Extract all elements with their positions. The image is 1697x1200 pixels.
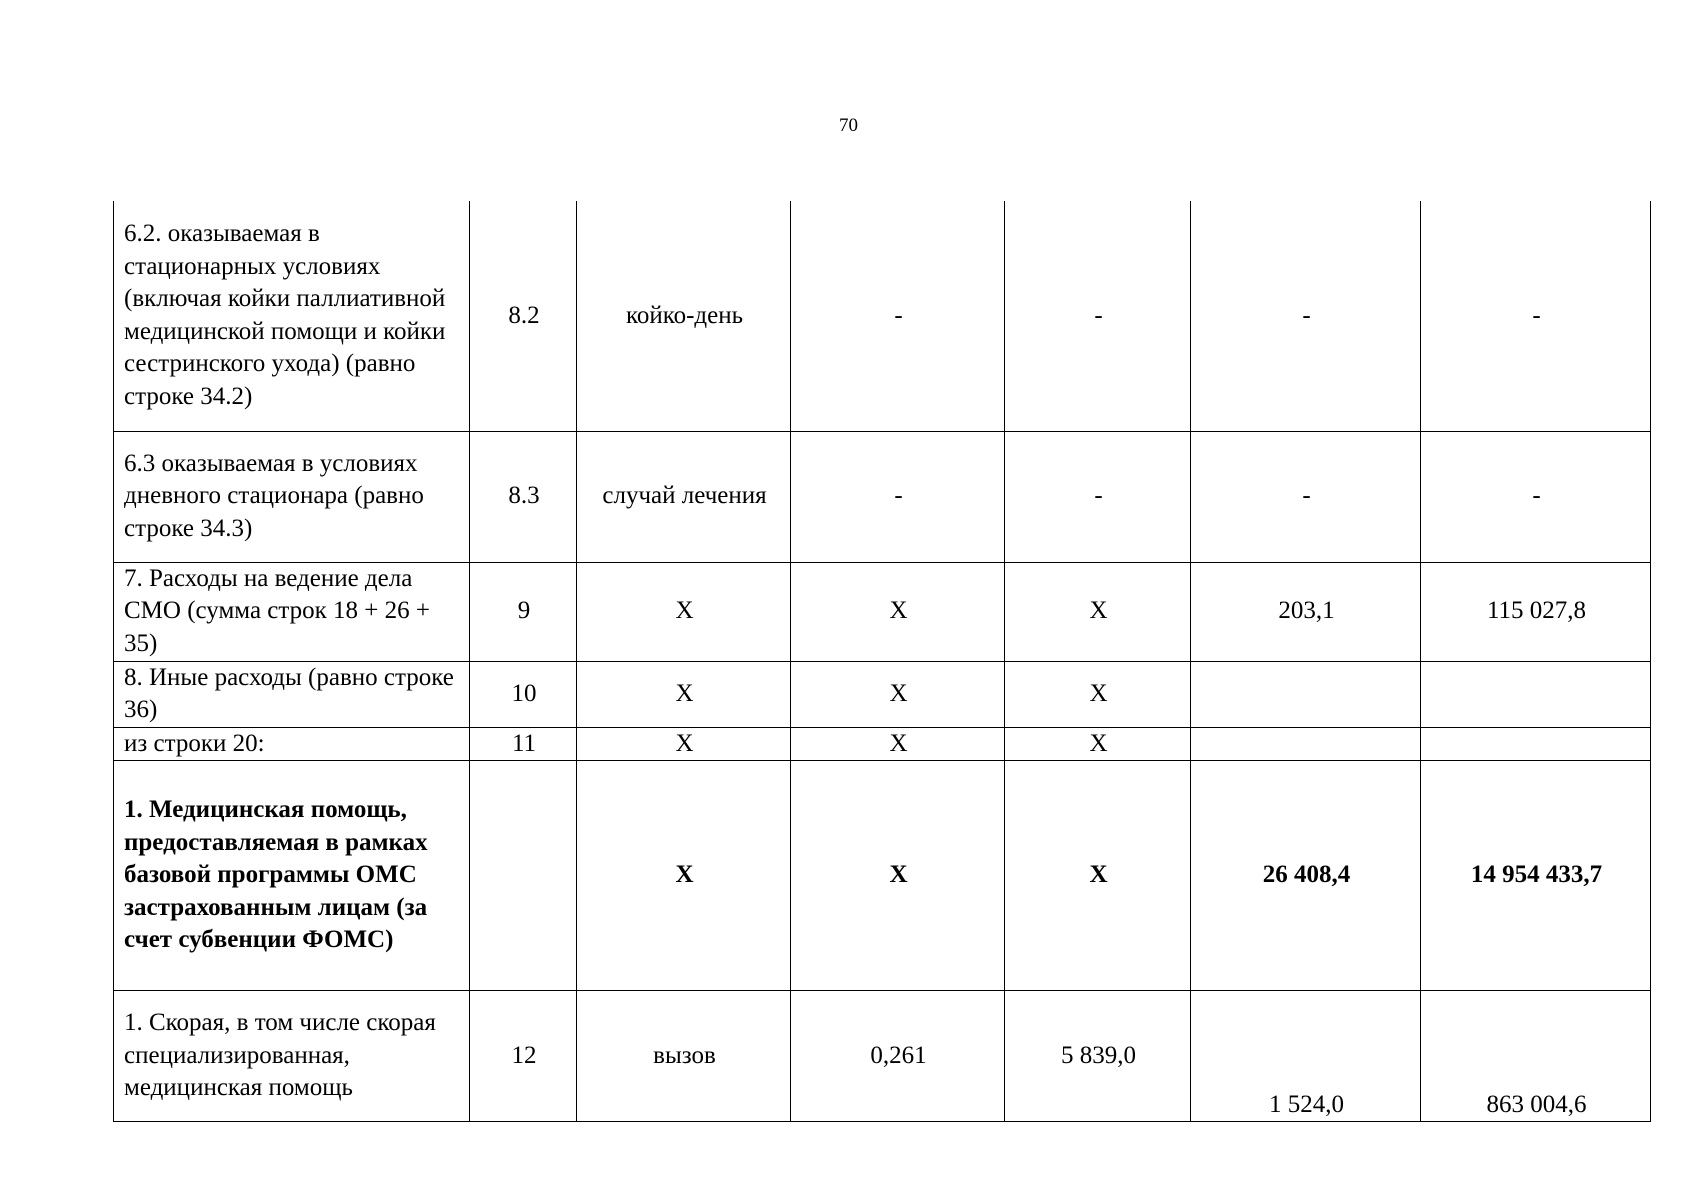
table-row xyxy=(114,562,1651,661)
row-value-cell: - xyxy=(1421,201,1651,431)
row-value-cell: 26 408,4 xyxy=(1191,761,1421,991)
row-line-cell: 12 xyxy=(470,991,577,1122)
row-value-cell: 5 839,0 xyxy=(1005,991,1191,1122)
row-value-cell: Х xyxy=(1005,661,1191,727)
row-value-cell xyxy=(1421,727,1651,761)
table-row xyxy=(114,661,1651,727)
row-line-cell: 11 xyxy=(470,727,577,761)
row-value-cell: Х xyxy=(1005,727,1191,761)
row-name-cell: 8. Иные расходы (равно строке 36) xyxy=(114,661,470,727)
table-row xyxy=(114,201,1651,431)
row-line-cell: 10 xyxy=(470,661,577,727)
row-unit-cell: Х xyxy=(577,661,791,727)
row-unit-cell: койко-день xyxy=(577,201,791,431)
table-row xyxy=(114,727,1651,761)
row-name-cell: 6.3 оказываемая в условиях дневного стационара (равно строке 34.3) xyxy=(114,431,470,562)
row-value-cell: Х xyxy=(791,661,1005,727)
expenses-table xyxy=(113,201,1651,1122)
row-value-cell: 115 027,8 xyxy=(1421,562,1651,661)
row-value-cell: Х xyxy=(791,727,1005,761)
row-name-cell: 1. Скорая, в том числе скорая специализированная, медицинская помощь xyxy=(114,991,470,1122)
row-value-cell: Х xyxy=(791,562,1005,661)
row-name-cell: 7. Расходы на ведение дела СМО (сумма строк 18 + 26 + 35) xyxy=(114,562,470,661)
row-value-cell: 1 524,0 xyxy=(1191,991,1421,1122)
row-name-cell: 6.2. оказываемая в стационарных условиях (включая койки паллиативной медицинской помощи и койки сестринского ухода) (равно строке 34.2) xyxy=(114,201,470,431)
table-row xyxy=(114,991,1651,1122)
row-line-cell: 8.3 xyxy=(470,431,577,562)
row-unit-cell: случай лечения xyxy=(577,431,791,562)
row-line-cell xyxy=(470,761,577,991)
row-value-cell: Х xyxy=(1005,761,1191,991)
row-value-cell: - xyxy=(1421,431,1651,562)
row-value-cell: - xyxy=(1191,431,1421,562)
row-name-cell: из строки 20: xyxy=(114,727,470,761)
row-value-cell: - xyxy=(1005,201,1191,431)
row-value-cell: 14 954 433,7 xyxy=(1421,761,1651,991)
row-value-cell: 0,261 xyxy=(791,991,1005,1122)
row-name-cell: 1. Медицинская помощь, предоставляемая в рамках базовой программы ОМС застрахованным лицам (за счет субвенции ФОМС) xyxy=(114,761,470,991)
row-line-cell: 8.2 xyxy=(470,201,577,431)
table-row xyxy=(114,431,1651,562)
row-value-cell: Х xyxy=(1005,562,1191,661)
row-value-cell: - xyxy=(791,431,1005,562)
row-value-cell: - xyxy=(1005,431,1191,562)
row-value-cell: - xyxy=(1191,201,1421,431)
page-number: 70 xyxy=(839,115,858,136)
row-unit-cell: Х xyxy=(577,761,791,991)
row-value-cell xyxy=(1421,661,1651,727)
row-unit-cell: вызов xyxy=(577,991,791,1122)
row-value-cell: Х xyxy=(791,761,1005,991)
table-row-section-heading xyxy=(114,761,1651,991)
row-value-cell xyxy=(1191,727,1421,761)
row-value-cell: 203,1 xyxy=(1191,562,1421,661)
row-unit-cell: Х xyxy=(577,562,791,661)
row-unit-cell: Х xyxy=(577,727,791,761)
row-value-cell: 863 004,6 xyxy=(1421,991,1651,1122)
row-value-cell: - xyxy=(791,201,1005,431)
row-value-cell xyxy=(1191,661,1421,727)
row-line-cell: 9 xyxy=(470,562,577,661)
